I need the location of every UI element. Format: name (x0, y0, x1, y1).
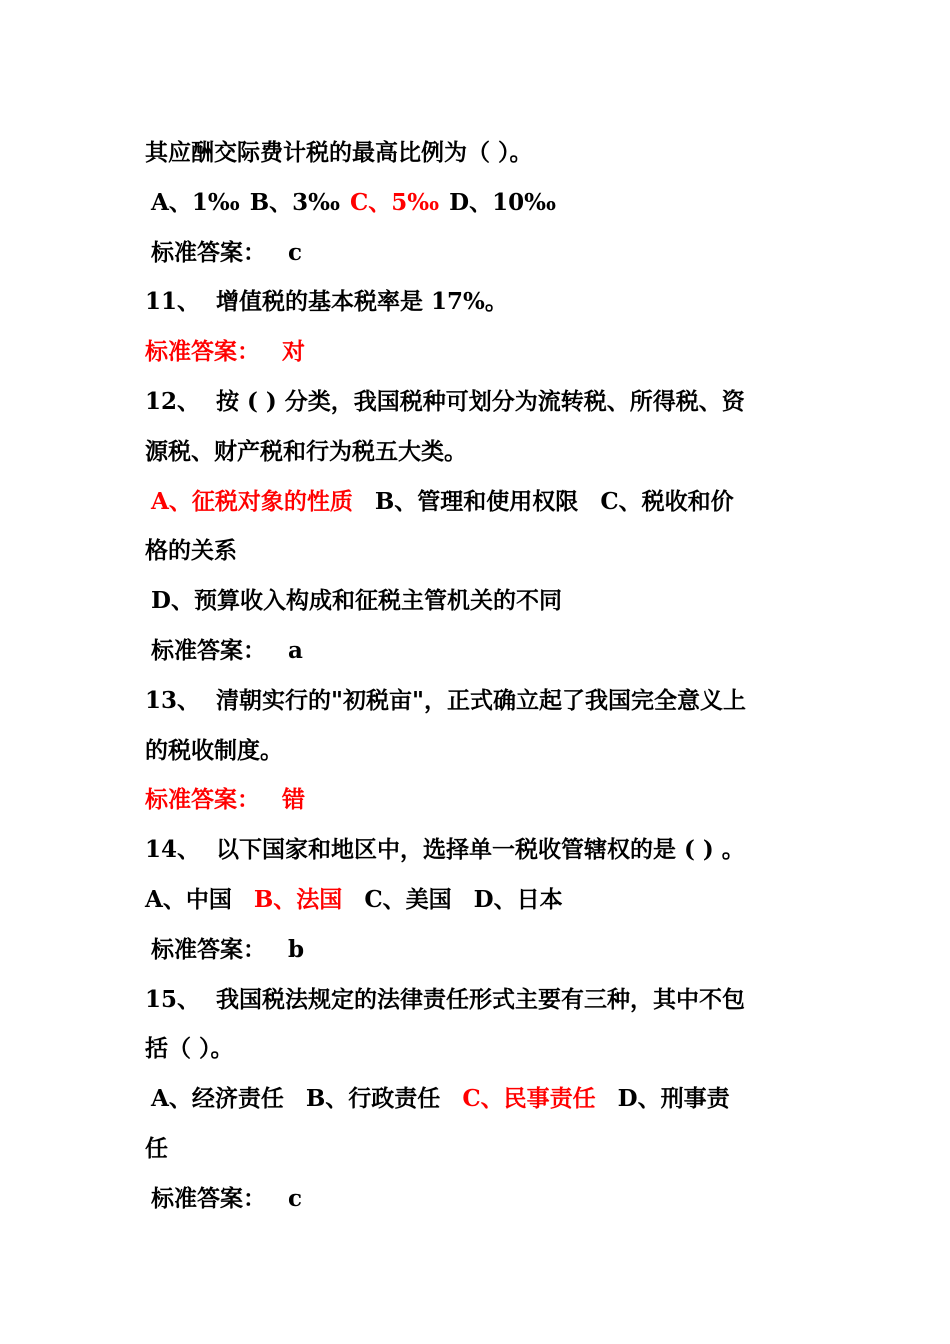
question-14-stem: 14、 以下国家和地区中，选择单一税收管辖权的是 ( ) 。 (145, 836, 745, 864)
option-b: B、行政责任 (305, 1085, 441, 1113)
question-14-options (145, 875, 815, 925)
option-c: C、美国 (364, 885, 452, 913)
answer-label: 标准答案： (145, 786, 260, 814)
question-15-options-wrap: 任 (145, 1134, 168, 1162)
question-number: 12、 (145, 387, 201, 415)
option-a-correct: A、征税对象的性质 (151, 487, 353, 515)
question-13-answer (145, 775, 815, 825)
question-number: 14、 (145, 836, 201, 864)
option-d: D、日本 (473, 885, 563, 913)
question-15-stem-cont: 括（ ）。 (145, 1035, 234, 1063)
option-c-correct: C、民事责任 (462, 1085, 596, 1113)
question-12-option-d (145, 576, 815, 626)
question-list (145, 128, 815, 1224)
option-b: B、管理和使用权限 (374, 487, 579, 515)
question-stem-continued: 其应酬交际费计税的最高比例为（ ）。 (145, 139, 533, 166)
option-c-correct: C、5‰ (350, 188, 440, 216)
option-b-correct: B、法国 (253, 885, 343, 913)
answer-value: 错 (282, 786, 305, 814)
question-number: 15、 (145, 985, 201, 1013)
question-12-answer (145, 626, 815, 676)
answer-label: 标准答案： (151, 935, 266, 963)
answer-value: c (288, 1184, 303, 1212)
answer-value: b (288, 935, 305, 963)
answer-value: c (288, 238, 303, 266)
option-d: D、预算收入构成和征税主管机关的不同 (151, 587, 562, 615)
question-12-options-wrap: 格的关系 (145, 537, 237, 565)
question-14-answer (145, 925, 815, 975)
answer-label: 标准答案： (145, 338, 260, 366)
question-options (145, 178, 815, 228)
answer-label: 标准答案： (151, 238, 266, 266)
answer-label: 标准答案： (151, 1184, 266, 1212)
question-11-answer (145, 327, 815, 377)
question-number: 11、 (145, 288, 201, 316)
option-a: A、1‰ (151, 188, 240, 216)
question-11-stem: 11、 增值税的基本税率是 17%。 (145, 288, 508, 316)
option-a: A、经济责任 (151, 1085, 284, 1113)
standard-answer (145, 228, 815, 278)
option-b: B、3‰ (249, 188, 340, 216)
option-c: C、税收和价 (600, 487, 734, 515)
option-d: D、刑事责 (617, 1085, 730, 1113)
question-15-answer (145, 1174, 815, 1224)
option-d: D、10‰ (449, 188, 556, 216)
option-a: A、中国 (145, 885, 232, 913)
question-13-stem: 13、 清朝实行的"初税亩"，正式确立起了我国完全意义上 (145, 686, 746, 714)
question-12-stem: 12、 按 ( ) 分类，我国税种可划分为流转税、所得税、资 (145, 387, 745, 415)
answer-value: 对 (282, 338, 305, 366)
question-12-options (145, 477, 815, 527)
question-15-stem: 15、 我国税法规定的法律责任形式主要有三种，其中不包 (145, 985, 746, 1013)
question-15-options (145, 1074, 815, 1124)
question-13-stem-cont: 的税收制度。 (145, 736, 283, 764)
answer-value: a (288, 636, 303, 664)
answer-label: 标准答案： (151, 636, 266, 664)
question-12-stem-cont: 源税、财产税和行为税五大类。 (145, 437, 467, 465)
question-number: 13、 (145, 686, 201, 714)
